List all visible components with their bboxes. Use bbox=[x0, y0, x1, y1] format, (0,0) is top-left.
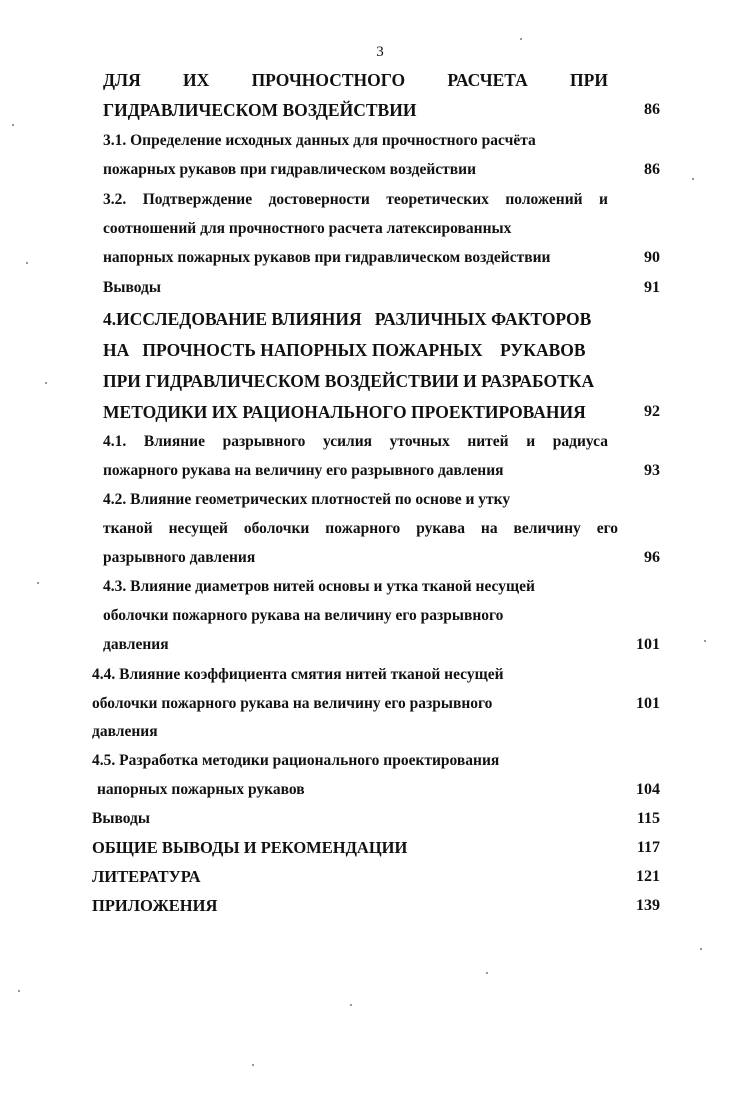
toc-entry-5-line-2: НА ПРОЧНОСТЬ НАПОРНЫХ ПОЖАРНЫХ РУКАВОВ bbox=[103, 340, 586, 360]
toc-entry-8-page: 101 bbox=[636, 636, 660, 653]
scan-speck bbox=[486, 972, 488, 974]
toc-entry-10-line-2: напорных пожарных рукавов bbox=[97, 781, 305, 798]
toc-entry-13-page: 121 bbox=[636, 868, 660, 885]
toc-entry-4-line-1: Выводы bbox=[103, 279, 161, 296]
scan-speck bbox=[12, 124, 14, 126]
scan-speck bbox=[520, 38, 522, 40]
toc-entry-12-line-1: ОБЩИЕ ВЫВОДЫ И РЕКОМЕНДАЦИИ bbox=[92, 838, 408, 857]
toc-entry-10-line-1: 4.5. Разработка методики рационального проектирования bbox=[92, 752, 500, 769]
toc-word: ПРОЧНОСТНОГО bbox=[251, 70, 406, 90]
toc-word: ДЛЯ bbox=[103, 70, 141, 90]
toc-entry-13-line-1: ЛИТЕРАТУРА bbox=[92, 867, 201, 886]
scan-speck bbox=[252, 1064, 254, 1066]
toc-entry-8-line-1: 4.3. Влияние диаметров нитей основы и утка тканой несущей bbox=[103, 578, 535, 595]
toc-entry-9-line-1: 4.4. Влияние коэффициента смятия нитей тканой несущей bbox=[92, 666, 504, 683]
toc-entry-11-line-1: Выводы bbox=[92, 810, 150, 827]
toc-entry-1-page: 86 bbox=[644, 101, 660, 118]
toc-entry-8-line-3: давления bbox=[103, 636, 169, 653]
scan-speck bbox=[704, 640, 706, 642]
toc-entry-2-line-2: пожарных рукавов при гидравлическом воздействии bbox=[103, 161, 477, 178]
toc-entry-7-page: 96 bbox=[644, 549, 660, 566]
scan-speck bbox=[18, 990, 20, 992]
toc-entry-7-line-3: разрывного давления bbox=[103, 549, 256, 566]
toc-entry-3-line-1: 3.2. Подтверждение достоверности теоретических положений и bbox=[103, 191, 608, 208]
toc-entry-3-line-2: соотношений для прочностного расчета латексированных bbox=[103, 220, 512, 237]
toc-entry-14-line-1: ПРИЛОЖЕНИЯ bbox=[92, 896, 218, 915]
toc-entry-3-page: 90 bbox=[644, 249, 660, 266]
scan-speck bbox=[45, 382, 47, 384]
toc-entry-5-line-3: ПРИ ГИДРАВЛИЧЕСКОМ ВОЗДЕЙСТВИИ И РАЗРАБОТКА bbox=[103, 371, 595, 391]
toc-entry-9-line-3: давления bbox=[92, 723, 158, 740]
toc-entry-12-page: 117 bbox=[636, 839, 660, 856]
scan-speck bbox=[692, 178, 694, 180]
scan-speck bbox=[26, 262, 28, 264]
toc-entry-7-line-2: тканой несущей оболочки пожарного рукава на величину его bbox=[103, 520, 618, 537]
toc-entry-8-line-2: оболочки пожарного рукава на величину его разрывного bbox=[103, 607, 504, 624]
toc-entry-5-line-4: МЕТОДИКИ ИХ РАЦИОНАЛЬНОГО ПРОЕКТИРОВАНИЯ bbox=[103, 402, 586, 422]
toc-entry-6-line-2: пожарного рукава на величину его разрывного давления bbox=[103, 462, 504, 479]
scan-speck bbox=[37, 582, 39, 584]
toc-entry-14-page: 139 bbox=[636, 897, 660, 914]
toc-word: РАСЧЕТА bbox=[447, 70, 528, 90]
scan-speck bbox=[350, 1004, 352, 1006]
toc-entry-10-page: 104 bbox=[636, 781, 660, 798]
toc-entry-5-page: 92 bbox=[644, 403, 660, 420]
toc-entry-6-line-1: 4.1. Влияние разрывного усилия уточных нитей и радиуса bbox=[103, 433, 608, 450]
toc-entry-4-page: 91 bbox=[644, 279, 660, 296]
toc-entry-3-line-3: напорных пожарных рукавов при гидравлическом воздействии bbox=[103, 249, 551, 266]
page-number: 3 bbox=[376, 44, 384, 60]
toc-entry-9-page: 101 bbox=[636, 695, 660, 712]
toc-word: ИХ bbox=[183, 70, 210, 90]
toc-entry-2-page: 86 bbox=[644, 161, 660, 178]
toc-word: ПРИ bbox=[570, 70, 608, 90]
toc-entry-7-line-1: 4.2. Влияние геометрических плотностей по основе и утку bbox=[103, 491, 511, 508]
toc-entry-1-line-1 bbox=[103, 70, 608, 90]
toc-entry-11-page: 115 bbox=[636, 810, 660, 827]
toc-entry-6-page: 93 bbox=[644, 462, 660, 479]
toc-entry-5-line-1: 4.ИССЛЕДОВАНИЕ ВЛИЯНИЯ РАЗЛИЧНЫХ ФАКТОРОВ bbox=[103, 309, 592, 329]
toc-entry-9-line-2: оболочки пожарного рукава на величину его разрывного bbox=[92, 695, 493, 712]
toc-entry-2-line-1: 3.1. Определение исходных данных для прочностного расчёта bbox=[103, 132, 536, 149]
scan-speck bbox=[700, 948, 702, 950]
toc-entry-1-line-2: ГИДРАВЛИЧЕСКОМ ВОЗДЕЙСТВИИ bbox=[103, 100, 417, 120]
